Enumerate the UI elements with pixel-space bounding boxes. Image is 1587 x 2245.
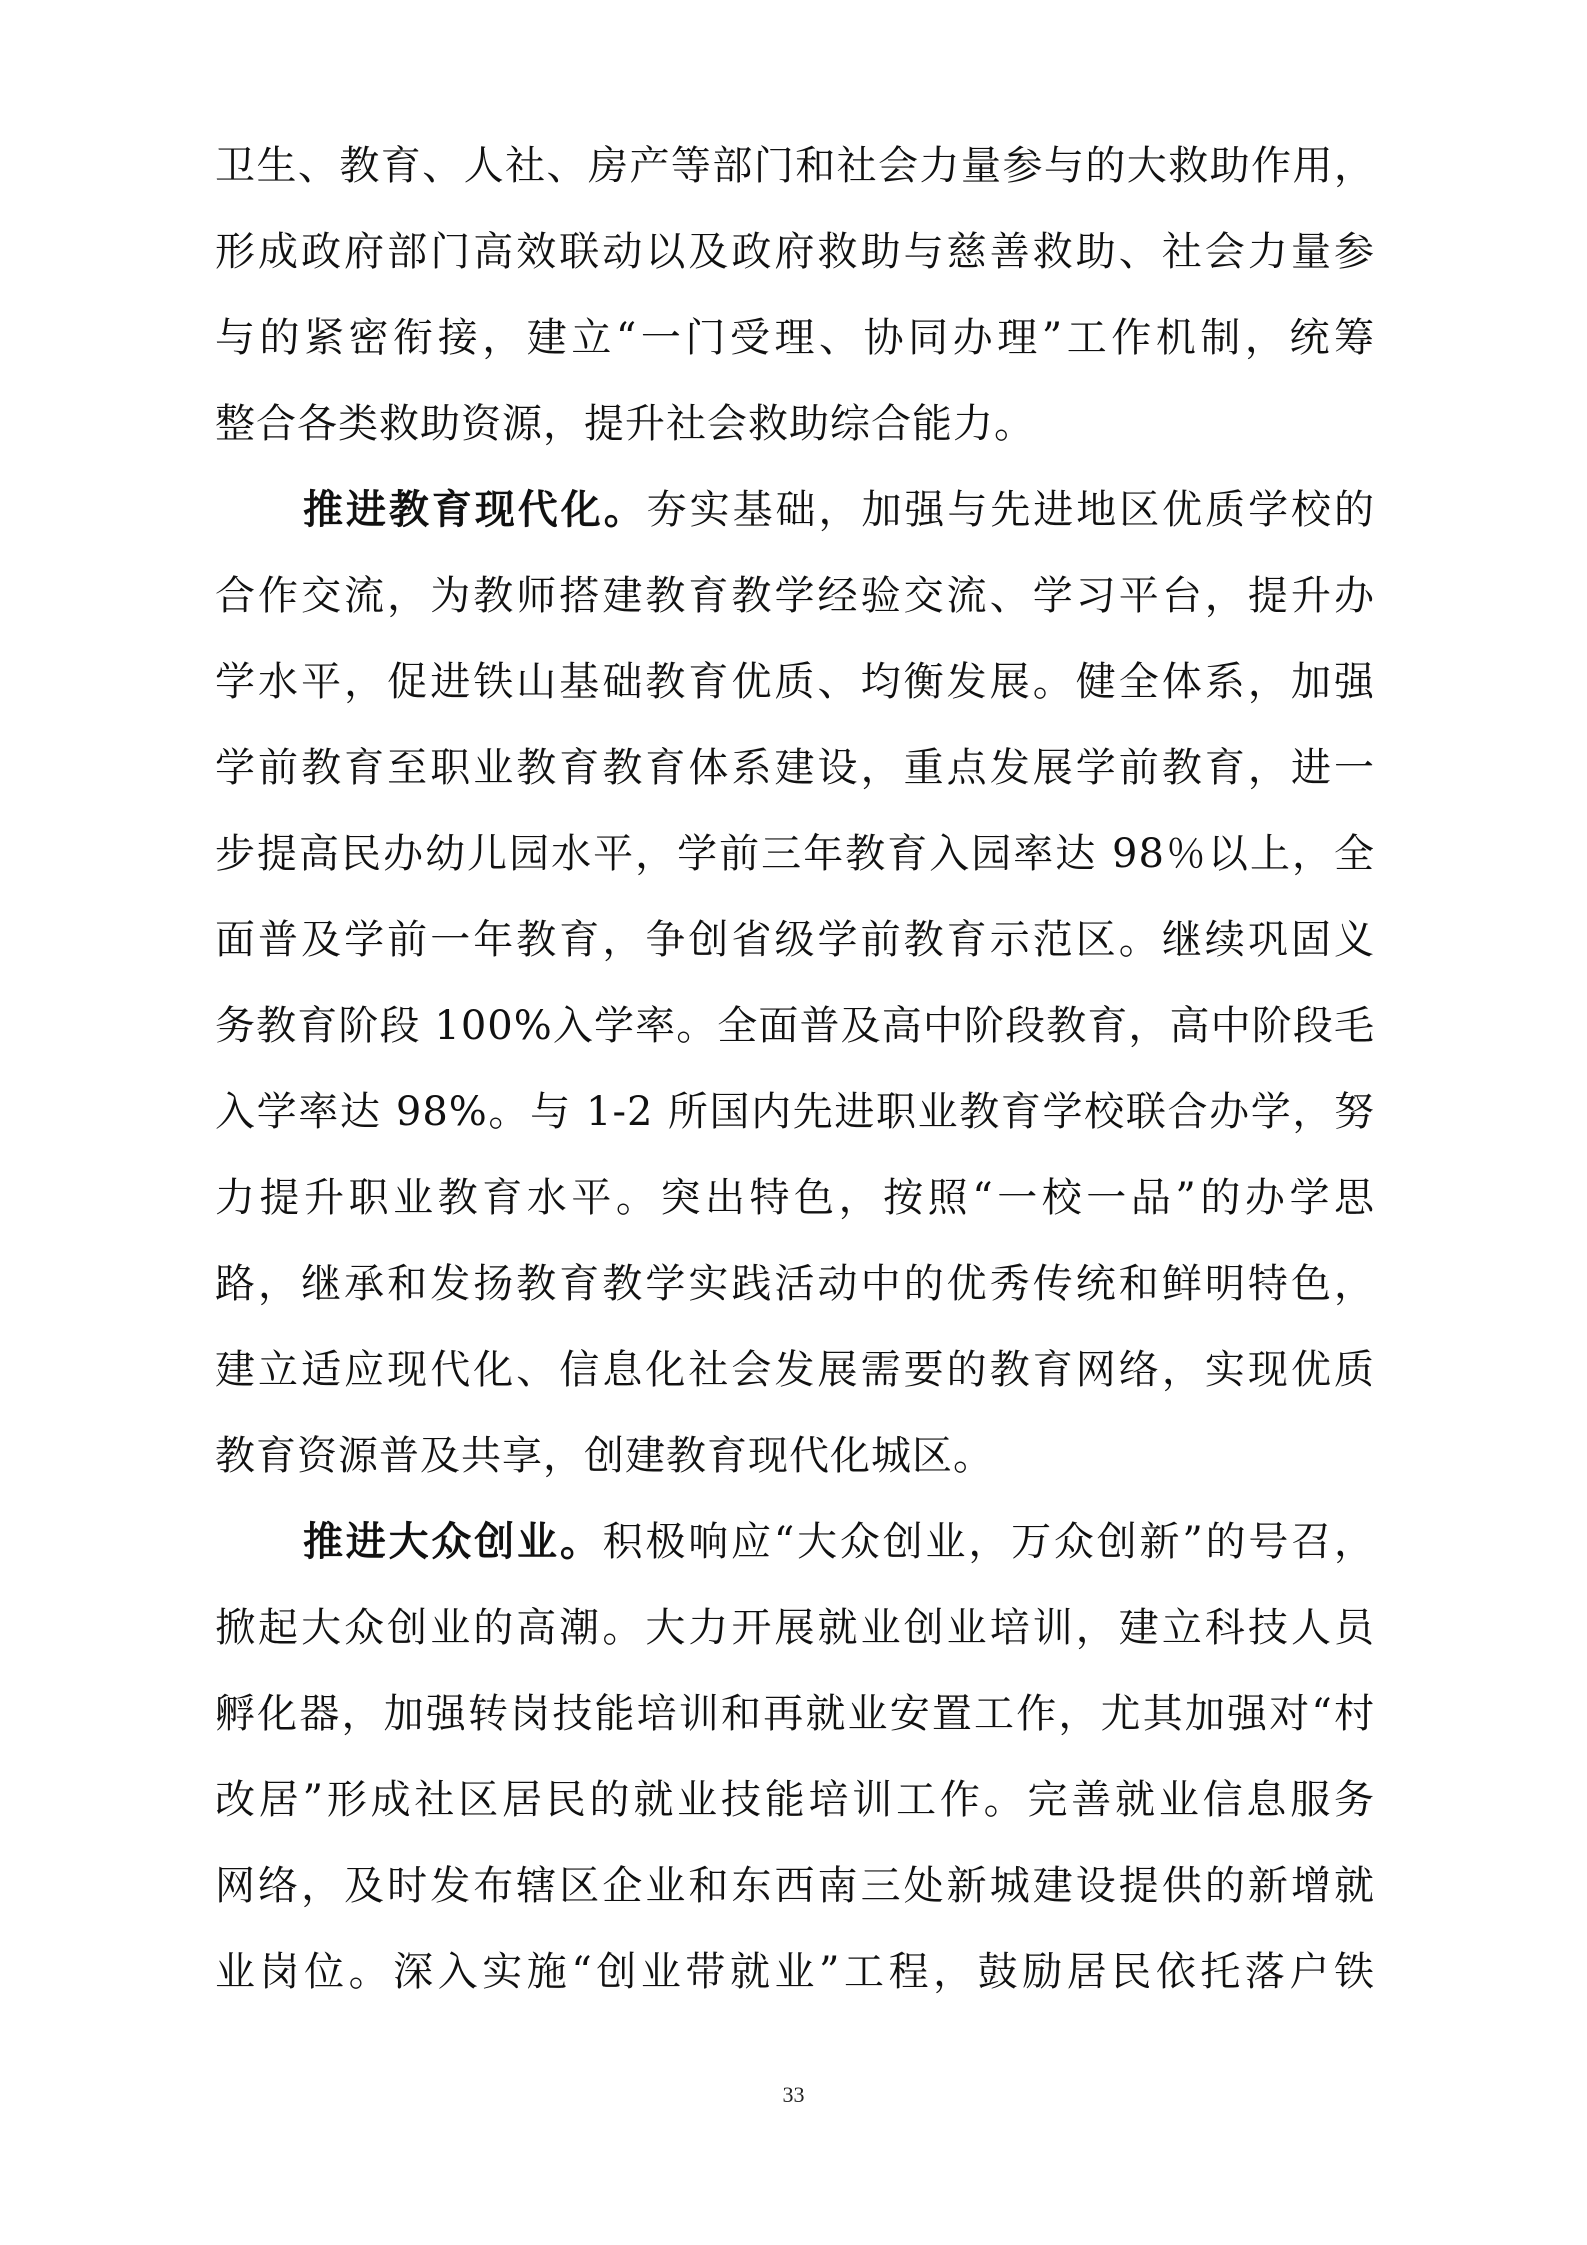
page-number: 33 bbox=[782, 2082, 805, 2107]
paragraph-2-line-8: 入学率达 98%。与 1-2 所国内先进职业教育学校联合办学，努 bbox=[215, 1089, 1375, 1135]
paragraph-3-line-5: 网络，及时发布辖区企业和东西南三处新城建设提供的新增就 bbox=[215, 1863, 1375, 1909]
paragraph-3-line-3: 孵化器，加强转岗技能培训和再就业安置工作，尤其加强对“村 bbox=[215, 1691, 1375, 1737]
paragraph-3-line-2: 掀起大众创业的高潮。大力开展就业创业培训，建立科技人员 bbox=[215, 1605, 1375, 1651]
paragraph-2-heading: 推进教育现代化。 bbox=[303, 486, 647, 533]
paragraph-1-line-4: 整合各类救助资源，提升社会救助综合能力。 bbox=[215, 401, 1035, 447]
paragraph-1-line-3: 与的紧密衔接，建立“一门受理、协同办理”工作机制，统筹 bbox=[215, 315, 1375, 361]
paragraph-3-heading: 推进大众创业。 bbox=[303, 1518, 603, 1565]
paragraph-2-line-4: 学前教育至职业教育教育体系建设，重点发展学前教育，进一 bbox=[215, 745, 1375, 791]
paragraph-3-line-4: 改居”形成社区居民的就业技能培训工作。完善就业信息服务 bbox=[215, 1777, 1375, 1823]
paragraph-2-first-line bbox=[303, 486, 1375, 534]
paragraph-3-line-6: 业岗位。深入实施“创业带就业”工程，鼓励居民依托落户铁 bbox=[215, 1949, 1375, 1995]
paragraph-2-line-10: 路，继承和发扬教育教学实践活动中的优秀传统和鲜明特色， bbox=[215, 1261, 1375, 1307]
paragraph-2-line-5: 步提高民办幼儿园水平，学前三年教育入园率达 98％以上，全 bbox=[215, 831, 1375, 877]
paragraph-1-line-2: 形成政府部门高效联动以及政府救助与慈善救助、社会力量参 bbox=[215, 229, 1375, 275]
paragraph-1-line-1: 卫生、教育、人社、房产等部门和社会力量参与的大救助作用， bbox=[215, 143, 1375, 189]
paragraph-2-line-7: 务教育阶段 100%入学率。全面普及高中阶段教育，高中阶段毛 bbox=[215, 1003, 1375, 1049]
paragraph-2-line-2: 合作交流，为教师搭建教育教学经验交流、学习平台，提升办 bbox=[215, 573, 1375, 619]
paragraph-2-line-9: 力提升职业教育水平。突出特色，按照“一校一品”的办学思 bbox=[215, 1175, 1375, 1221]
paragraph-2-line-6: 面普及学前一年教育，争创省级学前教育示范区。继续巩固义 bbox=[215, 917, 1375, 963]
paragraph-2-line-11: 建立适应现代化、信息化社会发展需要的教育网络，实现优质 bbox=[215, 1347, 1375, 1393]
paragraph-2-line-3: 学水平，促进铁山基础教育优质、均衡发展。健全体系，加强 bbox=[215, 659, 1375, 705]
paragraph-3-first-line-text: 积极响应“大众创业，万众创新”的号召， bbox=[602, 1519, 1376, 1565]
paragraph-3-first-line bbox=[303, 1518, 1375, 1566]
paragraph-2-line-12: 教育资源普及共享，创建教育现代化城区。 bbox=[215, 1433, 994, 1479]
paragraph-2-first-line-text: 夯实基础，加强与先进地区优质学校的 bbox=[646, 487, 1376, 533]
